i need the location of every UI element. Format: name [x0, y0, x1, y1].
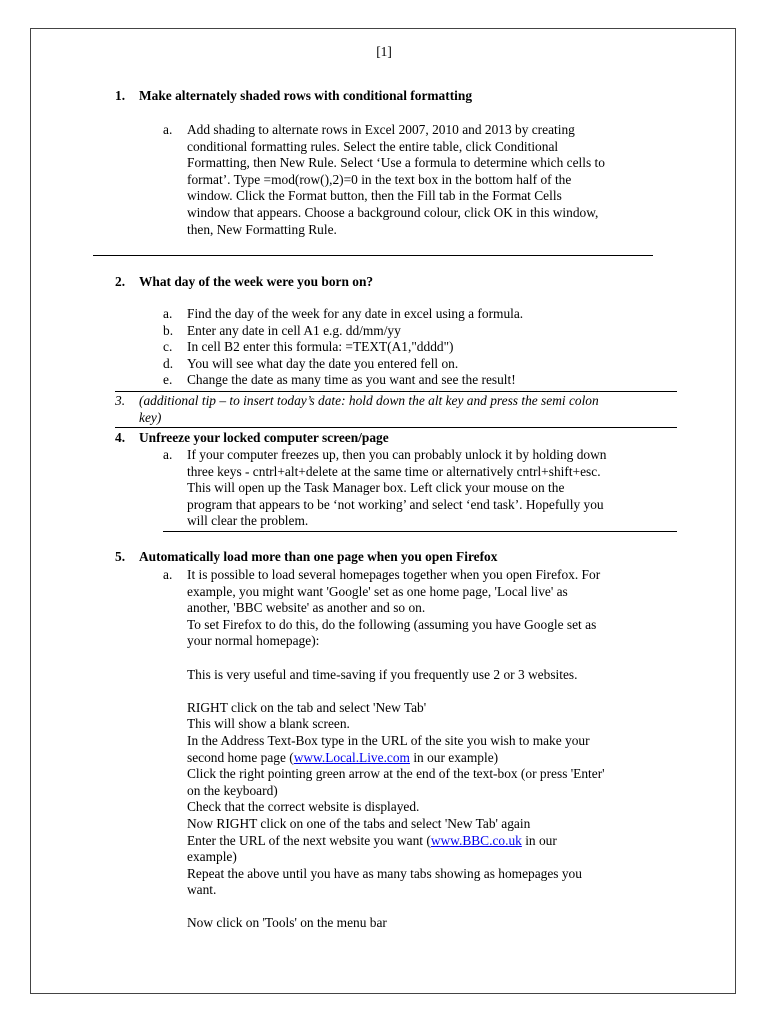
section-3-tip	[115, 393, 599, 426]
section-1-title: Make alternately shaded rows with conditional formatting	[139, 88, 473, 103]
item-letter: a.	[163, 306, 173, 321]
text-line: conditional formatting rules. Select the entire table, click Conditional	[187, 138, 559, 154]
text-line: It is possible to load several homepages together when you open Firefox. For	[187, 567, 601, 582]
text-line: Formatting, then New Rule. Select ‘Use a formula to determine which cells to	[187, 155, 605, 171]
item-letter: b.	[163, 322, 174, 338]
text-line: on the keyboard)	[187, 782, 278, 798]
item-text: Change the date as many time as you want and see the result!	[187, 372, 516, 388]
item-letter: d.	[163, 355, 174, 371]
item-letter: a.	[163, 447, 173, 462]
blank-line	[187, 683, 605, 700]
link-prefix: second home page (	[187, 749, 294, 765]
section-2-item-c	[163, 339, 523, 356]
divider-line	[93, 255, 653, 256]
text-line: then, New Formatting Rule.	[187, 221, 337, 237]
text-line: Repeat the above until you have as many tabs showing as homepages you	[187, 865, 582, 881]
text-line: window that appears. Choose a background colour, click OK in this window,	[187, 204, 599, 220]
text-line: your normal homepage):	[187, 633, 320, 649]
text-line: This is very useful and time-saving if you frequently use 2 or 3 websites.	[187, 666, 578, 682]
text-line: In the Address Text-Box type in the URL of the site you wish to make your	[187, 732, 590, 748]
item-text: Enter any date in cell A1 e.g. dd/mm/yy	[187, 322, 401, 338]
text-line: Click the right pointing green arrow at the end of the text-box (or press 'Enter'	[187, 766, 605, 782]
section-2-number: 2.	[115, 274, 126, 289]
section-4-heading	[115, 430, 389, 446]
text-line: Add shading to alternate rows in Excel 2007, 2010 and 2013 by creating	[187, 122, 575, 137]
divider-line	[115, 391, 677, 392]
item-text: Find the day of the week for any date in excel using a formula.	[187, 306, 524, 321]
text-line: example, you might want 'Google' set as one home page, 'Local live' as	[187, 583, 568, 599]
text-line: three keys - cntrl+alt+delete at the same time or alternatively cntrl+shift+esc.	[187, 463, 601, 479]
text-line: To set Firefox to do this, do the following (assuming you have Google set as	[187, 616, 597, 632]
section-1-item-a	[163, 122, 605, 238]
text-line: RIGHT click on the tab and select 'New Tab'	[187, 699, 427, 715]
tip-text-line: key)	[139, 409, 162, 425]
text-line: Check that the correct website is displayed.	[187, 799, 420, 815]
item-letter: e.	[163, 372, 173, 388]
section-4-title: Unfreeze your locked computer screen/page	[139, 430, 389, 445]
text-line: This will show a blank screen.	[187, 716, 350, 732]
text-line: format’. Type =mod(row(),2)=0 in the text box in the bottom half of the	[187, 171, 572, 187]
tip-text-line: (additional tip – to insert today’s date: hold down the alt key and press the semi colon	[139, 393, 599, 408]
section-5-item-a	[163, 567, 605, 932]
section-2-item-e	[163, 372, 523, 389]
item-text: In cell B2 enter this formula: =TEXT(A1,"dddd")	[187, 339, 454, 355]
item-letter: a.	[163, 567, 173, 582]
text-line: example)	[187, 849, 237, 865]
page-number: [1]	[376, 44, 392, 59]
section-2-list	[163, 306, 523, 389]
section-2-heading	[115, 274, 373, 290]
section-5-number: 5.	[115, 549, 126, 564]
document-page	[30, 28, 736, 994]
text-line: If your computer freezes up, then you can probably unlock it by holding down	[187, 447, 607, 462]
link-suffix: in our	[521, 832, 557, 848]
text-line: will clear the problem.	[187, 513, 309, 529]
section-3-number: 3.	[115, 393, 126, 408]
text-line: another, 'BBC website' as another and so on.	[187, 600, 426, 616]
divider-line	[163, 531, 677, 532]
text-line: program that appears to be ‘not working’ and select ‘end task’. Hopefully you	[187, 496, 604, 512]
section-2-item-a	[163, 306, 523, 323]
text-line: want.	[187, 882, 217, 898]
section-4-number: 4.	[115, 430, 126, 445]
item-letter: c.	[163, 339, 173, 355]
blank-line	[187, 899, 605, 916]
section-5-heading	[115, 549, 497, 565]
section-2-item-d	[163, 356, 523, 373]
text-line-with-link	[187, 750, 605, 767]
text-line: Now click on 'Tools' on the menu bar	[187, 915, 387, 931]
link-suffix: in our example)	[409, 749, 499, 765]
section-1-heading	[115, 88, 472, 104]
link-prefix: Enter the URL of the next website you want (	[187, 832, 431, 848]
divider-line	[115, 427, 677, 428]
item-text: You will see what day the date you entered fell on.	[187, 355, 459, 371]
section-1-number: 1.	[115, 88, 126, 103]
section-5-title: Automatically load more than one page when you open Firefox	[139, 549, 498, 564]
text-line: window. Click the Format button, then the Fill tab in the Format Cells	[187, 188, 562, 204]
local-live-link[interactable]: www.Local.Live.com	[293, 749, 410, 765]
text-line-with-link	[187, 833, 605, 850]
text-line: Now RIGHT click on one of the tabs and select 'New Tab' again	[187, 815, 531, 831]
section-2-title: What day of the week were you born on?	[139, 274, 374, 289]
bbc-link[interactable]: www.BBC.co.uk	[430, 832, 522, 848]
section-4-item-a	[163, 447, 606, 530]
section-2-item-b	[163, 323, 523, 340]
blank-line	[187, 650, 605, 667]
item-letter: a.	[163, 122, 173, 137]
text-line: This will open up the Task Manager box. Left click your mouse on the	[187, 480, 565, 496]
